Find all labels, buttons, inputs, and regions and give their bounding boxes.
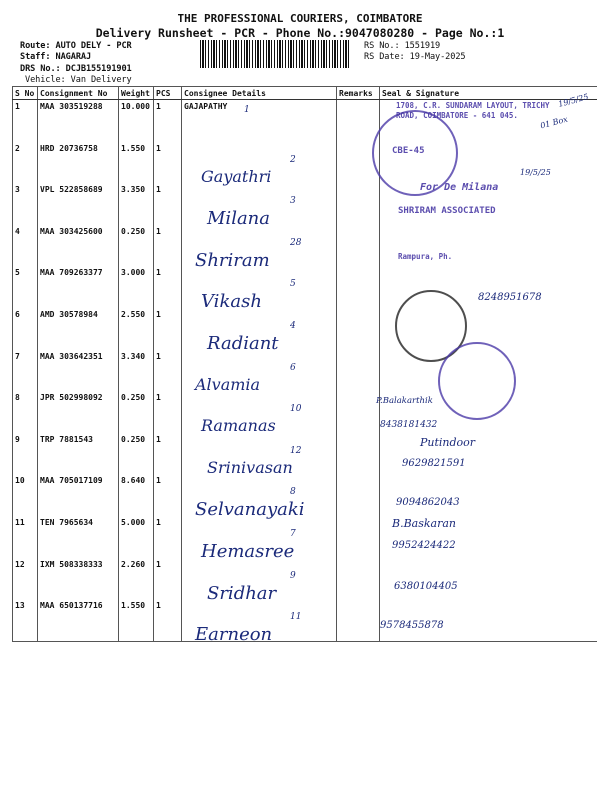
cell-sno: 4 — [15, 226, 20, 236]
handwritten-consignee: Milana — [207, 208, 270, 230]
sig-phone-earneon: 9578455878 — [380, 620, 444, 631]
cell-weight: 5.000 — [119, 516, 154, 558]
handwritten-serial: 12 — [290, 445, 302, 456]
rs-number: RS No.: 1551919 — [364, 41, 441, 51]
cell-pcs: 1 — [154, 100, 182, 142]
sig-date-2: 19/5/25 — [520, 168, 551, 177]
sig-srinivasan: Putindoor — [420, 436, 476, 449]
cell-pcs: 1 — [154, 433, 182, 475]
cell-pcs: 1 — [154, 142, 182, 184]
cell-signature — [380, 558, 597, 600]
cell-pcs: 1 — [154, 474, 182, 516]
runsheet-subtitle: Delivery Runsheet - PCR - Phone No.:9047080280 - Page No.:1 — [95, 26, 505, 40]
handwritten-consignee: Shriram — [195, 249, 270, 271]
table-row — [13, 225, 597, 267]
cell-remarks — [337, 433, 380, 475]
cell-pcs: 1 — [154, 225, 182, 267]
cell-pcs: 1 — [154, 266, 182, 308]
drs-barcode — [200, 40, 350, 68]
cell-sno: 9 — [15, 434, 20, 444]
shriram-stamp: SHRIRAM ASSOCIATED — [398, 206, 496, 216]
table-row — [13, 599, 597, 641]
cell-signature — [380, 474, 597, 516]
cell-remarks — [337, 391, 380, 433]
cell-sno: 3 — [15, 185, 20, 195]
cell-pcs: 1 — [154, 308, 182, 350]
table-header-row — [13, 87, 597, 100]
milana-stamp: For De Milana — [420, 182, 499, 193]
cell-consignment-no: MAA 303425600 — [38, 225, 119, 267]
cell-sno: 7 — [15, 351, 20, 361]
cell-remarks — [337, 474, 380, 516]
cell-sno: 1 — [15, 102, 20, 111]
cell-weight: 2.260 — [119, 558, 154, 600]
cell-consignment-no: MAA 705017109 — [38, 474, 119, 516]
handwritten-serial: 6 — [290, 362, 296, 373]
cell-remarks — [337, 599, 380, 641]
cell-weight: 0.250 — [119, 225, 154, 267]
cell-weight: 10.000 — [119, 100, 154, 142]
table-row — [13, 183, 597, 225]
cell-pcs: 1 — [154, 516, 182, 558]
sig-balakarthik: P.Balakarthik — [376, 396, 433, 406]
handwritten-serial: 4 — [290, 321, 296, 331]
handwritten-serial: 10 — [290, 404, 302, 415]
handwritten-consignee: Selvanayaki — [195, 499, 305, 521]
seal-stamp-code: CBE-45 — [392, 146, 425, 156]
handwritten-consignee: Hemasree — [201, 541, 295, 562]
company-title: THE PROFESSIONAL COURIERS, COIMBATORE — [177, 12, 423, 25]
cell-remarks — [337, 225, 380, 267]
cell-remarks — [337, 308, 380, 350]
handwritten-serial: 9 — [290, 570, 296, 581]
table-row — [13, 516, 597, 558]
vehicle-label: Vehicle: Van Delivery — [25, 75, 132, 85]
rs-date: RS Date: 19-May-2025 — [364, 52, 466, 62]
col-sno: S No — [13, 87, 38, 100]
handwritten-serial: 2 — [290, 154, 296, 165]
cell-consignment-no: MAA 650137716 — [38, 599, 119, 641]
company-address-stamp: 1708, C.R. SUNDARAM LAYOUT, TRICHY ROAD, COIMBATORE - 641 045. — [396, 101, 550, 120]
table-row — [13, 308, 597, 350]
cell-consignment-no: MAA 303519288 — [38, 100, 119, 142]
handwritten-consignee: Gayathri — [201, 166, 272, 186]
cell-consignment-no: AMD 30578984 — [38, 308, 119, 350]
cell-consignee: GAJAPATHY — [182, 100, 337, 142]
cell-weight: 1.550 — [119, 142, 154, 184]
handwritten-serial: 5 — [290, 279, 296, 290]
sig-phone-srinivasan: 9629821591 — [402, 458, 466, 469]
cell-sno: 13 — [15, 601, 25, 611]
cell-remarks — [337, 558, 380, 600]
cell-remarks — [337, 183, 380, 225]
cell-sno: 6 — [15, 309, 20, 319]
cell-weight: 3.350 — [119, 183, 154, 225]
table-row — [13, 558, 597, 600]
cell-weight: 0.250 — [119, 433, 154, 475]
sig-date: 19/5/25 — [557, 92, 590, 109]
handwritten-serial: 11 — [290, 612, 302, 623]
sig-phone-vikash: 8248951678 — [478, 292, 542, 303]
cell-remarks — [337, 266, 380, 308]
cell-pcs: 1 — [154, 183, 182, 225]
col-consignment: Consignment No — [38, 87, 119, 100]
handwritten-consignee: Earneon — [195, 624, 273, 646]
handwritten-serial: 8 — [290, 487, 296, 498]
cell-remarks — [337, 350, 380, 392]
cell-consignment-no: IXM 508338333 — [38, 558, 119, 600]
cell-consignment-no: MAA 303642351 — [38, 350, 119, 392]
handwritten-consignee: Sridhar — [207, 582, 277, 604]
table-row — [13, 433, 597, 475]
cell-weight: 2.550 — [119, 308, 154, 350]
cell-consignment-no: TEN 7965634 — [38, 516, 119, 558]
cell-sno: 2 — [15, 143, 20, 153]
cell-weight: 0.250 — [119, 391, 154, 433]
cell-pcs: 1 — [154, 391, 182, 433]
cell-sno: 10 — [15, 476, 25, 486]
cell-consignment-no: HRD 20736758 — [38, 142, 119, 184]
sig-phone-sridhar: 6380104405 — [394, 581, 458, 592]
cell-consignment-no: TRP 7881543 — [38, 433, 119, 475]
sig-phone-hemasree: 9952424422 — [392, 540, 456, 551]
cell-sno: 5 — [15, 268, 20, 278]
cell-remarks — [337, 516, 380, 558]
handwritten-consignee: Alvamia — [195, 374, 261, 394]
cell-weight: 3.340 — [119, 350, 154, 392]
shriram-stamp-address: Rampura, Ph. — [398, 252, 453, 261]
sig-phone-selvanayaki: 9094862043 — [396, 497, 460, 508]
table-row — [13, 142, 597, 184]
handwritten-serial: 1 — [244, 105, 250, 115]
cell-pcs: 1 — [154, 599, 182, 641]
handwritten-consignee: Radiant — [207, 333, 279, 354]
cell-sno: 12 — [15, 559, 25, 569]
handwritten-serial: 3 — [290, 196, 296, 207]
cell-consignment-no: VPL 522858689 — [38, 183, 119, 225]
col-signature: Seal & Signature — [380, 87, 597, 100]
sig-box-note: 01 Box — [539, 114, 569, 131]
col-remarks: Remarks — [337, 87, 380, 100]
route-label: Route: AUTO DELY - PCR — [20, 41, 132, 51]
handwritten-consignee: Vikash — [201, 291, 262, 313]
handwritten-serial: 7 — [290, 529, 296, 539]
handwritten-consignee: Srinivasan — [207, 457, 293, 477]
sig-phone-ramanas: 8438181432 — [380, 420, 438, 430]
cell-consignment-no: JPR 502998092 — [38, 391, 119, 433]
cell-sno: 8 — [15, 393, 20, 403]
sig-baskaran: B.Baskaran — [392, 517, 456, 530]
staff-label: Staff: NAGARAJ — [20, 52, 92, 62]
col-weight: Weight — [119, 87, 154, 100]
col-consignee: Consignee Details — [182, 87, 337, 100]
drs-number: DRS No.: DCJB155191901 — [20, 64, 132, 74]
cell-weight: 8.640 — [119, 474, 154, 516]
school-seal — [438, 342, 516, 420]
handwritten-consignee: Ramanas — [201, 416, 276, 436]
cell-remarks — [337, 100, 380, 142]
cell-weight: 1.550 — [119, 599, 154, 641]
col-pcs: PCS — [154, 87, 182, 100]
cell-pcs: 1 — [154, 558, 182, 600]
cell-pcs: 1 — [154, 350, 182, 392]
cell-sno: 11 — [15, 517, 25, 527]
handwritten-serial: 28 — [290, 237, 302, 248]
cell-weight: 3.000 — [119, 266, 154, 308]
cell-consignment-no: MAA 709263377 — [38, 266, 119, 308]
